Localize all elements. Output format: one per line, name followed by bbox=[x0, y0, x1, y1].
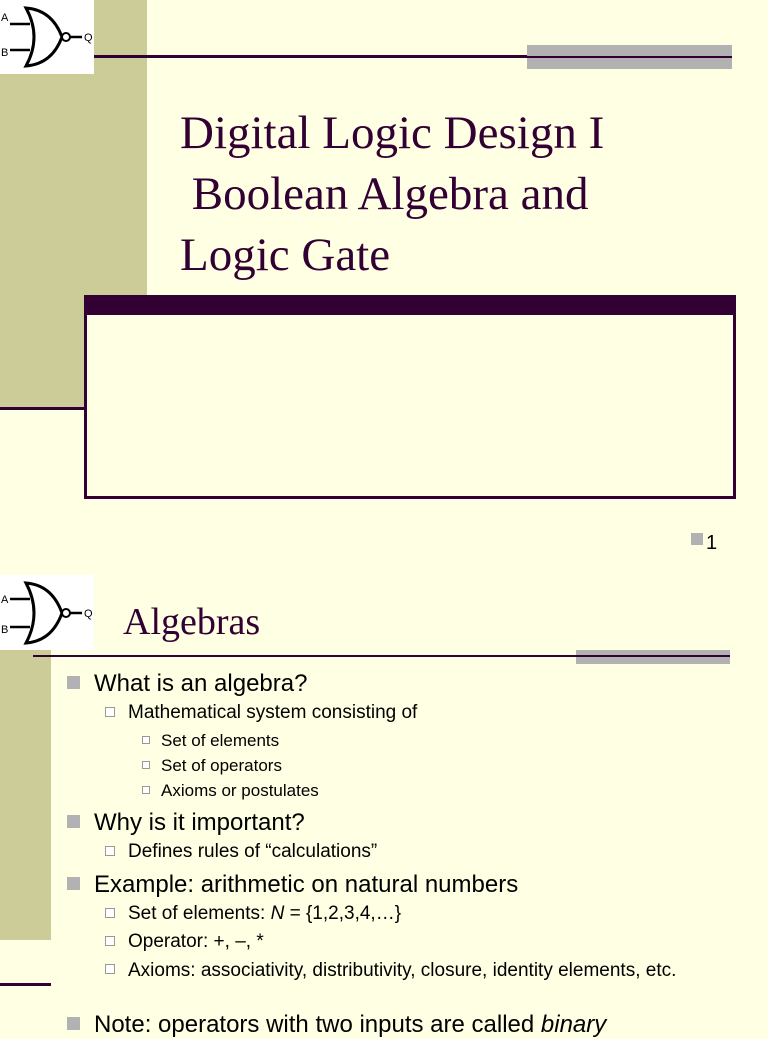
gray-bar-stripe bbox=[576, 655, 730, 657]
gate-label-a: A bbox=[1, 594, 9, 606]
gate-label-b: B bbox=[1, 624, 9, 636]
bullet-example-arithmetic: Example: arithmetic on natural numbers bbox=[94, 871, 519, 898]
text-part: Note: operators with two inputs are called bbox=[94, 1011, 541, 1038]
bullet-why-important: Why is it important? bbox=[94, 809, 305, 836]
left-rule-line bbox=[0, 407, 84, 410]
bullet-note-binary bbox=[94, 1011, 606, 1039]
text-part: = {1,2,3,4,…} bbox=[284, 903, 402, 924]
bullet-set-of-elements-n bbox=[128, 903, 401, 925]
gray-bar-stripe bbox=[527, 56, 732, 58]
slide-2 bbox=[0, 575, 768, 1038]
bullet-set-of-elements: Set of elements bbox=[161, 731, 280, 750]
title-line-2: Boolean Algebra and bbox=[180, 168, 589, 220]
slide-2-title: Algebras bbox=[123, 601, 261, 643]
subtitle-box bbox=[84, 312, 736, 499]
bullet-defines-rules: Defines rules of “calculations” bbox=[128, 841, 378, 862]
page-number-marker bbox=[691, 533, 703, 545]
bullet-operator: Operator: +, –, * bbox=[128, 931, 264, 952]
page-number-text: 1 bbox=[706, 532, 718, 554]
gate-label-q: Q bbox=[84, 32, 93, 44]
nor-gate-icon bbox=[0, 575, 94, 650]
gate-label-a: A bbox=[1, 12, 9, 24]
nor-gate-icon bbox=[0, 0, 94, 74]
text-part-italic: N bbox=[270, 903, 285, 924]
text-part: Set of elements: bbox=[128, 903, 271, 924]
bullet-axioms-or-postulates: Axioms or postulates bbox=[161, 781, 319, 800]
title-line-1: Digital Logic Design I bbox=[180, 107, 605, 159]
nor-gate-logo-box bbox=[0, 0, 94, 74]
bullet-what-is-algebra: What is an algebra? bbox=[94, 670, 308, 697]
gate-label-q: Q bbox=[84, 608, 93, 620]
nor-gate-logo-box-2 bbox=[0, 575, 94, 650]
title-line-3: Logic Gate bbox=[180, 229, 391, 281]
left-rule-line-2 bbox=[0, 983, 51, 986]
slide-title bbox=[180, 103, 740, 286]
title-gray-bar bbox=[576, 650, 730, 664]
text-part-italic: binary bbox=[540, 1011, 607, 1038]
bullet-axioms-list: Axioms: associativity, distributivity, closure, identity elements, etc. bbox=[128, 959, 718, 983]
bullet-mathematical-system: Mathematical system consisting of bbox=[128, 702, 418, 723]
gate-label-b: B bbox=[1, 47, 9, 59]
left-olive-panel-2 bbox=[0, 650, 51, 940]
bullet-set-of-operators: Set of operators bbox=[161, 756, 282, 775]
page-number bbox=[691, 532, 717, 555]
